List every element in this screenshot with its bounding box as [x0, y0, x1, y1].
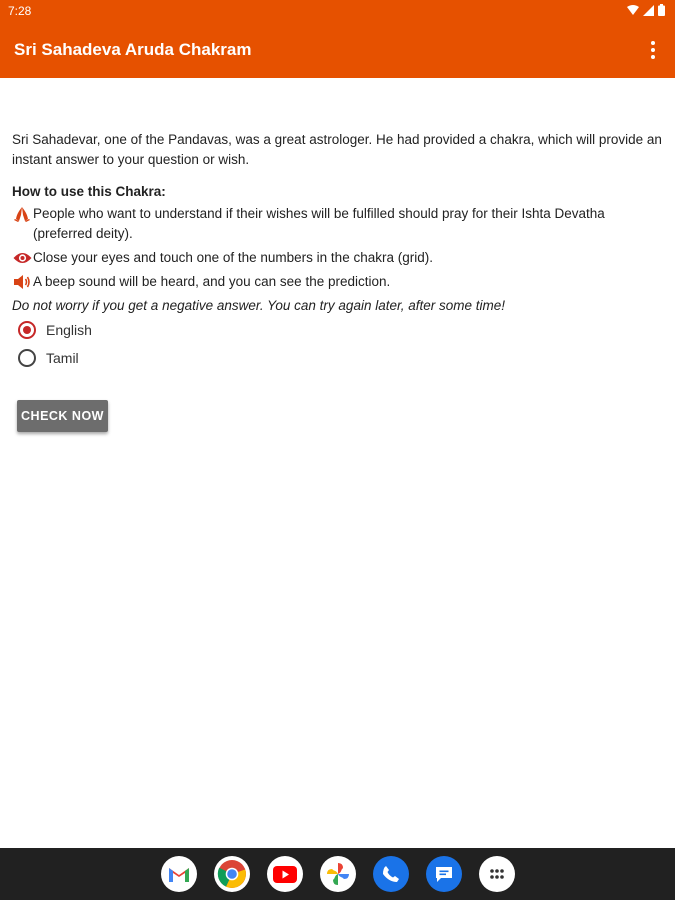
step-text: A beep sound will be heard, and you can see the prediction.: [33, 274, 391, 289]
gmail-icon[interactable]: [161, 856, 197, 892]
youtube-icon[interactable]: [267, 856, 303, 892]
phone-icon[interactable]: [373, 856, 409, 892]
status-bar: [0, 0, 675, 22]
more-vert-icon: [651, 41, 655, 45]
battery-icon: [658, 4, 665, 16]
status-icons: [627, 4, 665, 16]
nav-bar: [0, 848, 675, 900]
step-text: People who want to understand if their wishes will be fulfilled should pray for their Ishta Devatha (preferred deity).: [33, 206, 605, 241]
photos-icon[interactable]: [320, 856, 356, 892]
app-title: Sri Sahadeva Aruda Chakram: [14, 40, 252, 59]
praying-hands-icon: [12, 204, 32, 224]
radio-english[interactable]: [18, 316, 662, 344]
radio-button-checked[interactable]: [18, 321, 36, 339]
howto-title: How to use this Chakra:: [12, 184, 166, 199]
step-item: [12, 248, 662, 268]
step-item: [12, 204, 662, 244]
app-bar: [0, 22, 675, 78]
chrome-icon[interactable]: [214, 856, 250, 892]
overflow-menu-button[interactable]: [645, 38, 661, 62]
signal-icon: [643, 5, 654, 16]
app-drawer-icon[interactable]: [479, 856, 515, 892]
radio-label-tamil: Tamil: [46, 350, 79, 366]
radio-tamil[interactable]: [18, 344, 662, 372]
speaker-icon: [12, 272, 32, 292]
intro-text: Sri Sahadevar, one of the Pandavas, was a great astrologer. He had provided a chakra, which will provide an instant answer to your question or wish.: [12, 132, 662, 167]
step-text: Close your eyes and touch one of the numbers in the chakra (grid).: [33, 250, 433, 265]
check-now-button[interactable]: CHECK NOW: [17, 400, 108, 432]
main-content: [12, 130, 662, 372]
wifi-icon: [627, 5, 639, 16]
messages-icon[interactable]: [426, 856, 462, 892]
radio-label-english: English: [46, 322, 92, 338]
radio-button-unchecked[interactable]: [18, 349, 36, 367]
step-item: [12, 272, 662, 292]
status-time: 7:28: [8, 4, 32, 18]
note-text: Do not worry if you get a negative answer. You can try again later, after some time!: [12, 298, 506, 313]
eye-icon: [12, 248, 32, 268]
